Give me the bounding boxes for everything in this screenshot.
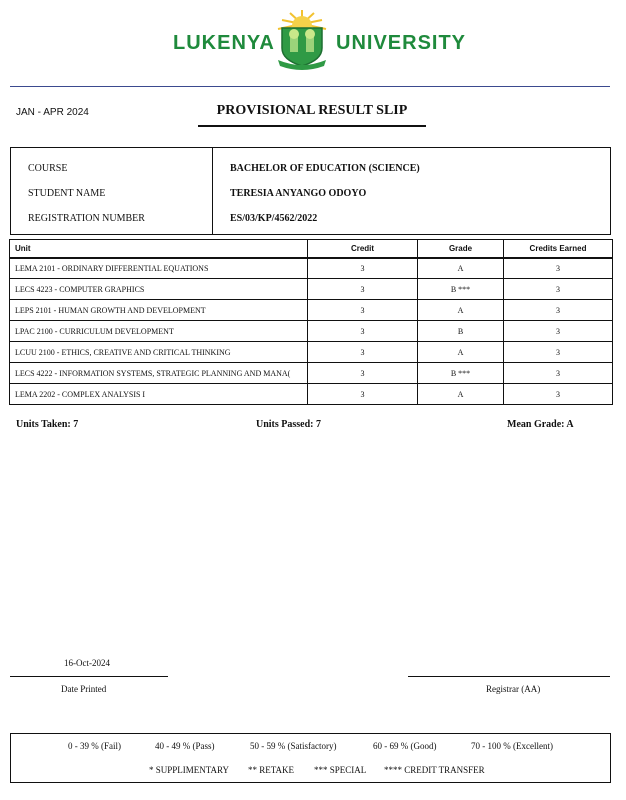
logo-word-right: UNIVERSITY — [336, 32, 467, 54]
legend-range-satisfactory: 50 - 59 % (Satisfactory) — [250, 741, 337, 751]
registrar-label: Registrar (AA) — [486, 684, 541, 694]
legend-symbol-retake: ** RETAKE — [248, 765, 295, 775]
results-table — [9, 239, 613, 405]
table-row — [10, 321, 613, 342]
grade-cell: A — [418, 258, 504, 279]
column-header-credits-earned: Credits Earned — [504, 240, 613, 258]
term-label: JAN - APR 2024 — [16, 107, 89, 118]
units-passed: Units Passed: 7 — [256, 419, 322, 430]
credit-cell: 3 — [308, 321, 418, 342]
table-row — [10, 342, 613, 363]
unit-cell: LECS 4222 - INFORMATION SYSTEMS, STRATEGIC PLANNING AND MANA( — [10, 363, 308, 384]
legend-symbol-supplimentary: * SUPPLIMENTARY — [149, 765, 230, 775]
grade-cell: B — [418, 321, 504, 342]
university-emblem-icon — [268, 8, 336, 70]
credits-earned-cell: 3 — [504, 279, 613, 300]
credits-earned-cell: 3 — [504, 342, 613, 363]
legend-symbol-special: *** SPECIAL — [314, 765, 367, 775]
table-row — [10, 363, 613, 384]
student-info-box — [10, 147, 611, 235]
credit-cell: 3 — [308, 279, 418, 300]
table-row — [10, 258, 613, 279]
unit-cell: LEMA 2202 - COMPLEX ANALYSIS I — [10, 384, 308, 405]
table-row — [10, 279, 613, 300]
unit-cell: LPAC 2100 - CURRICULUM DEVELOPMENT — [10, 321, 308, 342]
column-header-credit: Credit — [308, 240, 418, 258]
table-row — [10, 384, 613, 405]
credits-earned-cell: 3 — [504, 363, 613, 384]
grade-cell: A — [418, 384, 504, 405]
table-row — [10, 300, 613, 321]
grading-legend — [10, 733, 611, 783]
grade-cell: A — [418, 342, 504, 363]
grade-cell: B *** — [418, 279, 504, 300]
credits-earned-cell: 3 — [504, 384, 613, 405]
student-name-label: STUDENT NAME — [28, 188, 106, 199]
course-label: COURSE — [28, 163, 68, 174]
legend-range-fail: 0 - 39 % (Fail) — [68, 741, 121, 751]
results-header-row — [10, 240, 613, 258]
legend-range-good: 60 - 69 % (Good) — [373, 741, 437, 751]
university-logo — [0, 8, 626, 72]
column-header-grade: Grade — [418, 240, 504, 258]
header-divider — [10, 86, 610, 87]
mean-grade: Mean Grade: A — [507, 419, 574, 430]
date-printed-value: 16-Oct-2024 — [64, 658, 110, 668]
credits-earned-cell: 3 — [504, 321, 613, 342]
page-title: PROVISIONAL RESULT SLIP — [216, 103, 408, 118]
title-underline — [198, 125, 426, 127]
credit-cell: 3 — [308, 342, 418, 363]
unit-cell: LECS 4223 - COMPUTER GRAPHICS — [10, 279, 308, 300]
logo-word-left: LUKENYA — [173, 32, 275, 54]
date-printed-line — [10, 676, 168, 677]
unit-cell: LEMA 2101 - ORDINARY DIFFERENTIAL EQUATIONS — [10, 258, 308, 279]
registration-number-value: ES/03/KP/4562/2022 — [230, 213, 318, 224]
date-printed-label: Date Printed — [61, 684, 107, 694]
credits-earned-cell: 3 — [504, 300, 613, 321]
unit-cell: LCUU 2100 - ETHICS, CREATIVE AND CRITICAL THINKING — [10, 342, 308, 363]
credit-cell: 3 — [308, 363, 418, 384]
registrar-signature-line — [408, 676, 610, 677]
student-name-value: TERESIA ANYANGO ODOYO — [230, 188, 367, 199]
legend-symbol-credit-transfer: **** CREDIT TRANSFER — [384, 765, 485, 775]
course-value: BACHELOR OF EDUCATION (SCIENCE) — [230, 163, 420, 174]
units-taken: Units Taken: 7 — [16, 419, 79, 430]
credit-cell: 3 — [308, 384, 418, 405]
grade-cell: B *** — [418, 363, 504, 384]
info-divider — [212, 148, 213, 235]
credit-cell: 3 — [308, 258, 418, 279]
registration-number-label: REGISTRATION NUMBER — [28, 213, 145, 224]
grade-cell: A — [418, 300, 504, 321]
legend-range-pass: 40 - 49 % (Pass) — [155, 741, 215, 751]
column-header-unit: Unit — [10, 240, 308, 258]
legend-range-excellent: 70 - 100 % (Excellent) — [471, 741, 553, 751]
unit-cell: LEPS 2101 - HUMAN GROWTH AND DEVELOPMENT — [10, 300, 308, 321]
credit-cell: 3 — [308, 300, 418, 321]
credits-earned-cell: 3 — [504, 258, 613, 279]
